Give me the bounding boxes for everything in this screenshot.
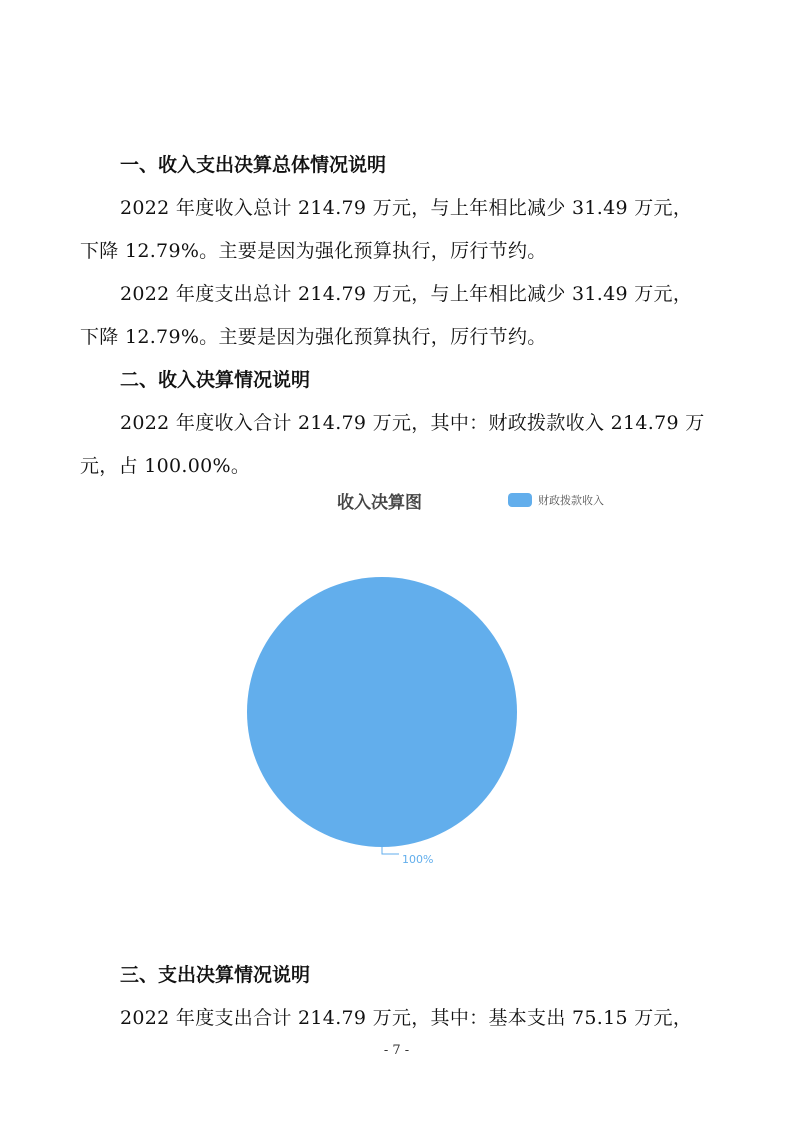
section-3-heading: 三、支出决算情况说明 <box>120 964 311 986</box>
section-2-heading: 二、收入决算情况说明 <box>120 369 311 391</box>
section-3-para-1-line-1: 2022 年度支出合计 214.79 万元，其中：基本支出 75.15 万元， <box>120 1007 693 1029</box>
chart-title: 收入决算图 <box>337 493 422 513</box>
section-1-para-2-line-2: 下降 12.79%。主要是因为强化预算执行，厉行节约。 <box>80 326 547 348</box>
page-number: - 7 - <box>383 1043 410 1058</box>
pie-label-leader-line <box>382 847 399 854</box>
pie-slice-label: 100% <box>402 853 434 866</box>
pie-slice <box>247 577 517 847</box>
section-1-para-1-line-2: 下降 12.79%。主要是因为强化预算执行，厉行节约。 <box>80 240 547 262</box>
legend-label: 财政拨款收入 <box>538 494 604 507</box>
section-1-heading: 一、收入支出决算总体情况说明 <box>120 154 387 176</box>
section-1-para-2-line-1: 2022 年度支出总计 214.79 万元，与上年相比减少 31.49 万元， <box>120 283 693 305</box>
section-2-para-1-line-2: 元，占 100.00%。 <box>80 455 251 477</box>
pie-chart <box>230 480 630 880</box>
section-2-para-1-line-1: 2022 年度收入合计 214.79 万元，其中：财政拨款收入 214.79 万 <box>120 412 705 434</box>
section-1-para-1-line-1: 2022 年度收入总计 214.79 万元，与上年相比减少 31.49 万元， <box>120 197 693 219</box>
